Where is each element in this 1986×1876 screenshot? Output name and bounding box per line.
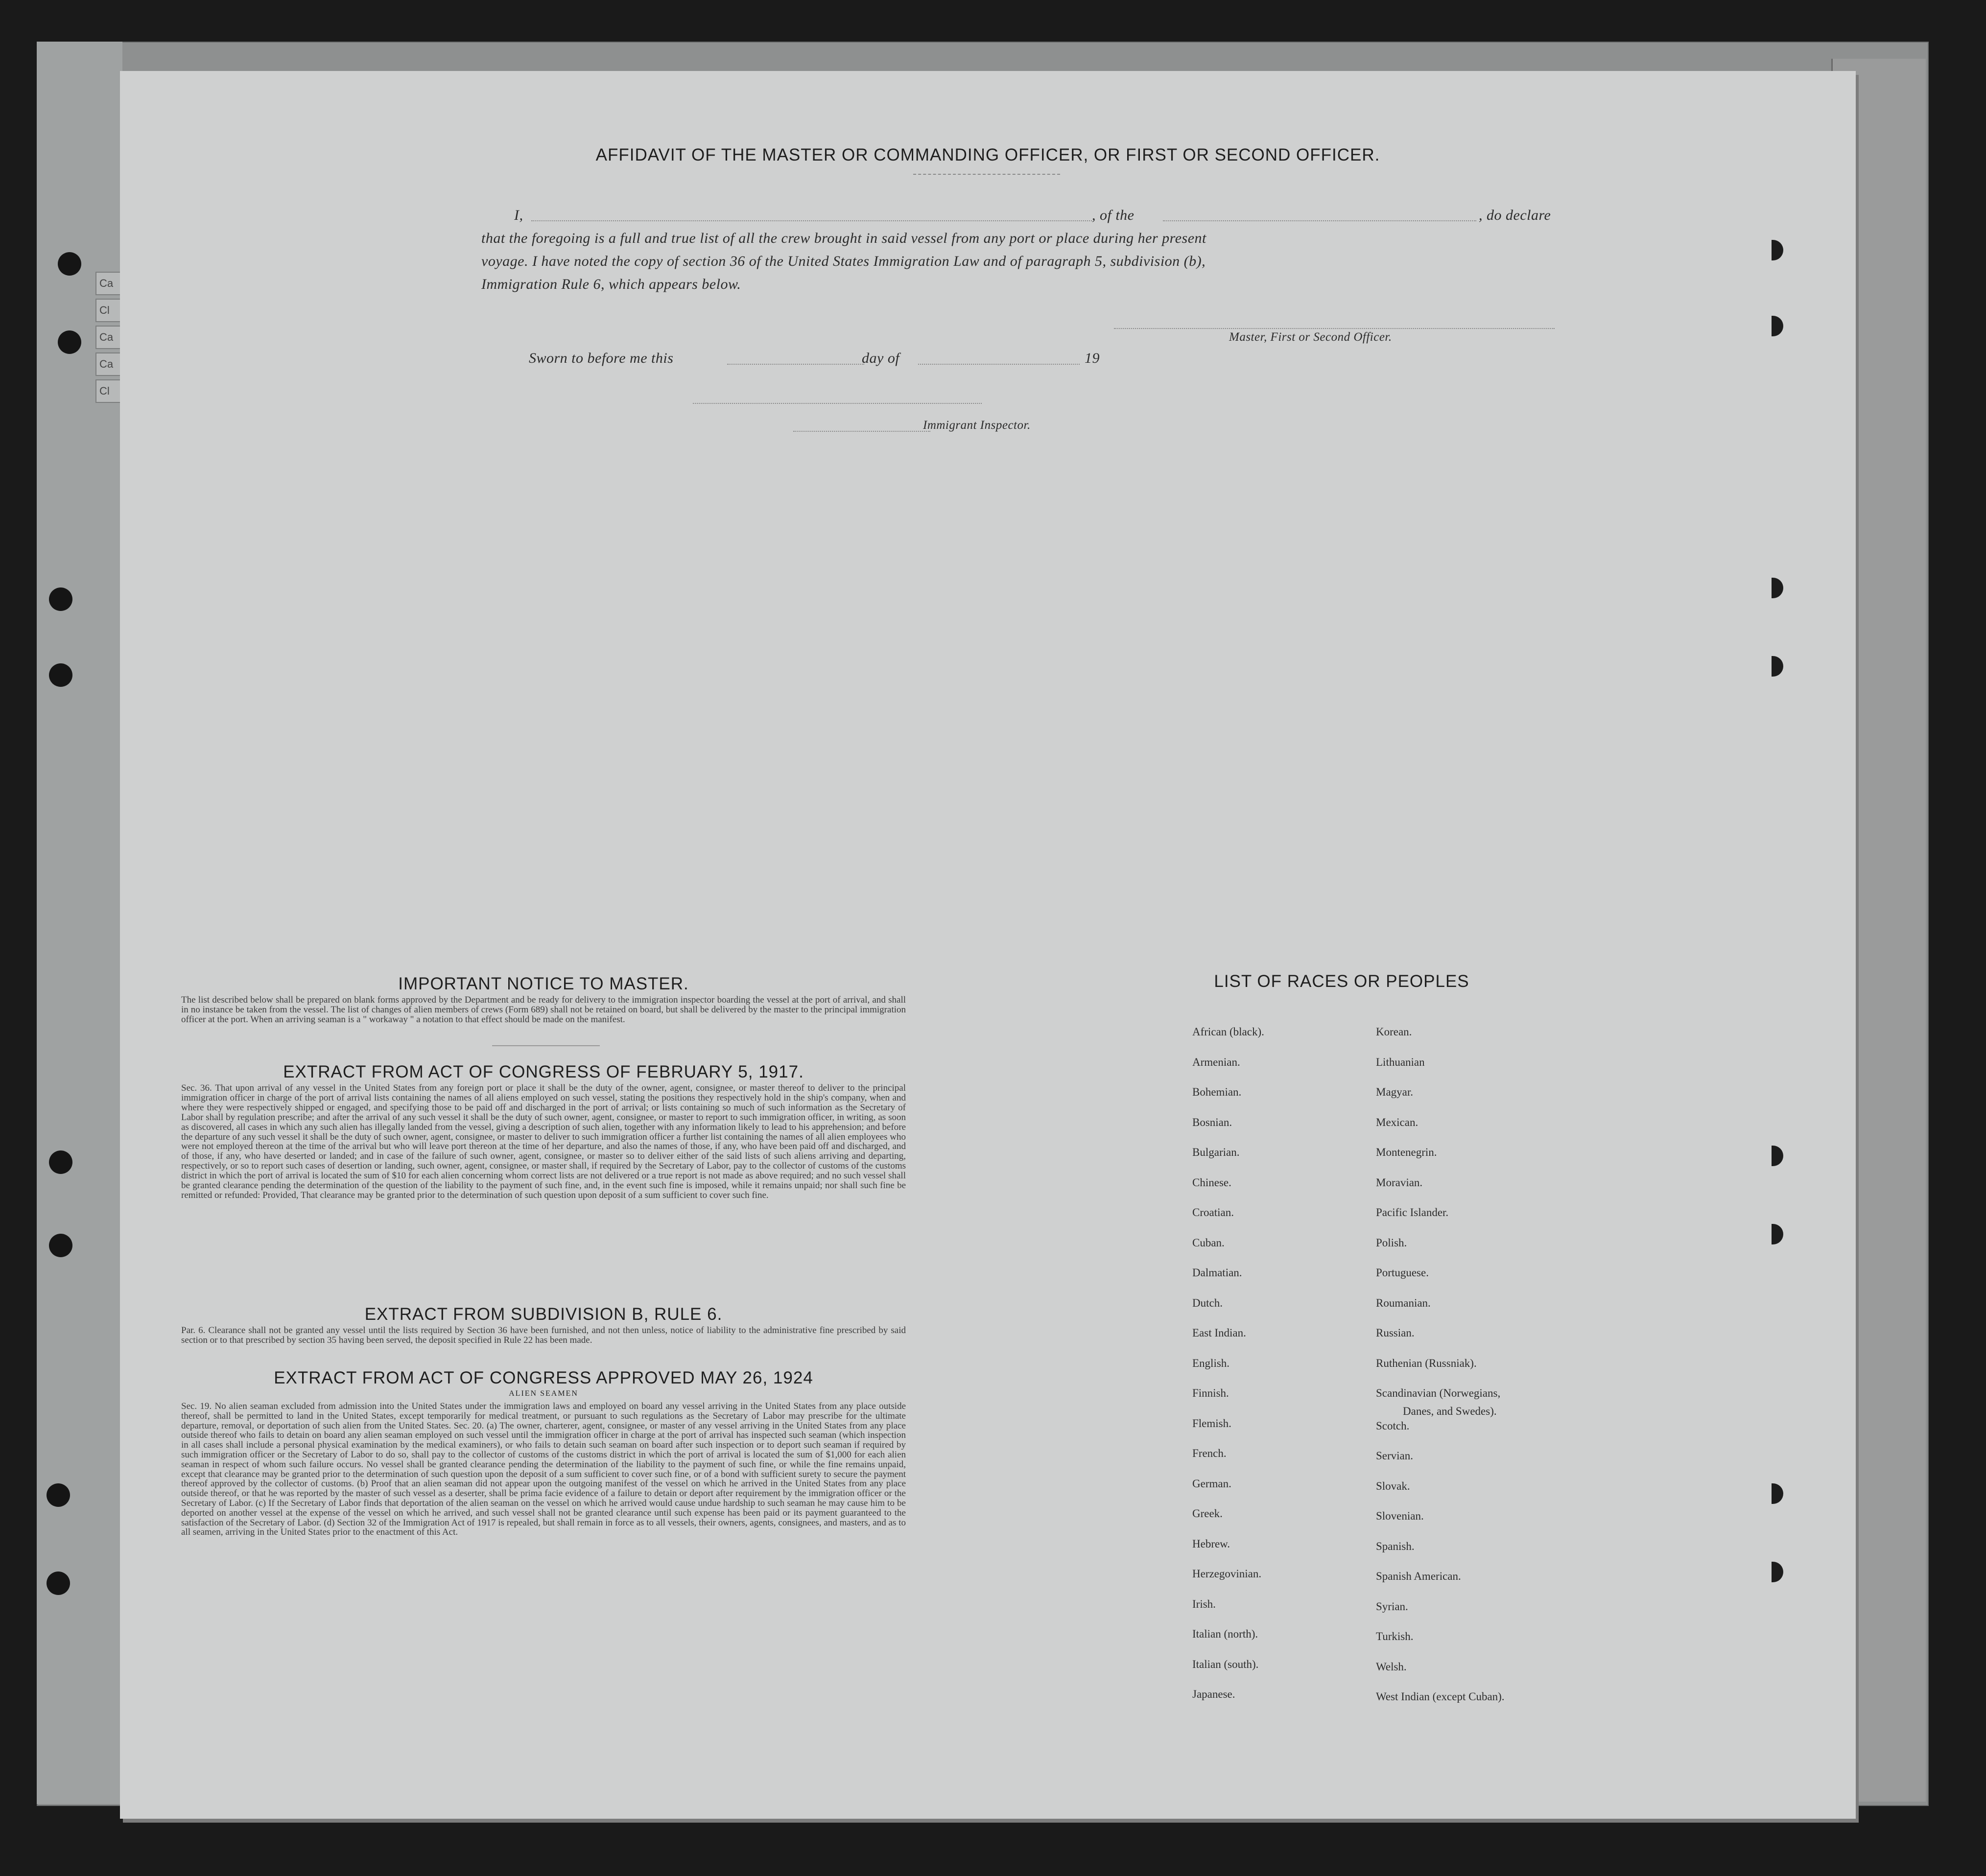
race-item: Spanish. xyxy=(1376,1540,1415,1552)
race-item: Welsh. xyxy=(1376,1660,1407,1673)
race-item: Irish. xyxy=(1192,1597,1216,1610)
master-signature-line[interactable] xyxy=(1114,328,1555,329)
race-item: Hebrew. xyxy=(1192,1537,1230,1550)
extract-1917-text: Sec. 36. That upon arrival of any vessel in the United States from any foreign port or place it shall be the duty of the owner, agent, consignee, or master thereof to deliver to the principal immigration officer in charge of the port of arrival lists containing the names of all aliens employed on such vessel, stating the positions they respectively hold in the ship's company, when and where they were respectively shipped or engaged, and specifying those to be paid off and discharged in the port of arrival; or lists containing so much of such information as the Secretary of Labor shall by regulation prescribe; and after the arrival of any such vessel it shall be the duty of such owner, agent, consignee, or master to report to such immigration officer, in writing, as soon as discovered, all cases in which any such alien has illegally landed from the vessel, giving a description of such alien, together with any information likely to lead to his apprehension; and before the departure of any such vessel it shall be the duty of such owner, agent, consignee, or master to deliver to such immigration officer a further list containing the names of all alien employees who were not employed thereon at the time of the arrival but who will leave port thereon at the time of her departure, and also the names of those, if any, who have been paid off and discharged, and of those, if any, who have deserted or landed; and in case of the failure of such owner, agent, consignee, or master so to deliver either of the said lists of such aliens arriving and departing, respectively, or so to report such cases of desertion or landing, such owner, agent, consignee, or master shall, if required by the Secretary of Labor, pay to the collector of customs of the customs district in which the port of arrival is located the sum of $10 for each alien concerning whom correct lists are not delivered or a true report is not made as above required; and no such vessel shall be granted clearance pending the determination of the question of the liability to the payment of such fine, and, in the event such fine is imposed, while it remains unpaid; nor shall such fine be remitted or refunded: Provided, That clearance may be granted prior to the determination of such question upon deposit of a sum sufficient to cover such fine. xyxy=(181,1083,906,1200)
race-item: Slovak. xyxy=(1376,1479,1410,1492)
tab-1: Ca xyxy=(95,272,122,295)
extract-1917-title: EXTRACT FROM ACT OF CONGRESS OF FEBRUARY 5, 1917. xyxy=(283,1062,804,1081)
extract-1924-title: EXTRACT FROM ACT OF CONGRESS APPROVED MAY 26, 1924 xyxy=(274,1368,813,1387)
race-item: East Indian. xyxy=(1192,1327,1246,1339)
binder-hole xyxy=(49,663,72,687)
race-item: Montenegrin. xyxy=(1376,1146,1437,1158)
affidavit-of-the: , of the xyxy=(1092,207,1135,223)
race-item: Spanish American. xyxy=(1376,1570,1461,1582)
race-item: Korean. xyxy=(1376,1026,1412,1038)
divider xyxy=(492,1045,600,1046)
race-item: Armenian. xyxy=(1192,1055,1240,1068)
vessel-blank[interactable] xyxy=(1163,220,1476,221)
race-item: Croatian. xyxy=(1192,1206,1234,1219)
tab-2: Cl xyxy=(95,299,122,322)
race-item: Moravian. xyxy=(1376,1176,1423,1189)
race-item: Portuguese. xyxy=(1376,1266,1429,1279)
race-item: Polish. xyxy=(1376,1236,1407,1249)
race-item: Syrian. xyxy=(1376,1600,1408,1613)
race-item: Lithuanian xyxy=(1376,1055,1425,1068)
binder-hole xyxy=(49,1234,72,1257)
affidavit-line-3: voyage. I have noted the copy of section 36 of the United States Immigration Law and of paragraph 5, subdivision (b), xyxy=(481,253,1206,269)
inspector-label: Immigrant Inspector. xyxy=(923,419,1031,432)
master-label: Master, First or Second Officer. xyxy=(1229,330,1392,344)
race-item: Chinese. xyxy=(1192,1176,1231,1189)
race-item: Bulgarian. xyxy=(1192,1146,1240,1158)
race-item: Mexican. xyxy=(1376,1116,1419,1128)
race-item: Ruthenian (Russniak). xyxy=(1376,1357,1477,1369)
race-item: Dalmatian. xyxy=(1192,1266,1242,1279)
race-item: West Indian (except Cuban). xyxy=(1376,1690,1505,1703)
form-page xyxy=(120,71,1856,1819)
tab-4: Ca xyxy=(95,352,122,376)
sworn-label: Sworn to before me this xyxy=(529,350,674,366)
binder-hole xyxy=(49,587,72,611)
race-item: African (black). xyxy=(1192,1026,1264,1038)
race-scandinavian-continued: Danes, and Swedes). xyxy=(1403,1405,1497,1417)
affidavit-i: I, xyxy=(514,207,523,223)
race-item: Servian. xyxy=(1376,1450,1414,1462)
title-underline xyxy=(913,174,1060,175)
race-item: Finnish. xyxy=(1192,1387,1229,1399)
binder-hole xyxy=(47,1483,70,1507)
race-item: Italian (north). xyxy=(1192,1628,1258,1640)
race-item: Magyar. xyxy=(1376,1086,1414,1098)
extract-rule6-title: EXTRACT FROM SUBDIVISION B, RULE 6. xyxy=(364,1305,723,1324)
race-item: Turkish. xyxy=(1376,1630,1414,1642)
extract-1924-subtitle: ALIEN SEAMEN xyxy=(509,1389,578,1398)
tab-3: Ca xyxy=(95,326,122,349)
race-item: Pacific Islander. xyxy=(1376,1206,1449,1219)
sworn-day-blank[interactable] xyxy=(727,364,864,365)
race-item: French. xyxy=(1192,1447,1227,1459)
sworn-month-blank[interactable] xyxy=(918,364,1080,365)
extract-rule6-text: Par. 6. Clearance shall not be granted any vessel until the lists required by Section 36 have been furnished, and not then unless, notice of liability to the administrative fine prescribed by said section or to that prescribed by section 35 having been served, the deposit specified in Rule 22 has been made. xyxy=(181,1325,906,1345)
race-item: Greek. xyxy=(1192,1507,1223,1520)
inspector-signature-line[interactable] xyxy=(693,403,982,404)
name-blank[interactable] xyxy=(531,220,1092,221)
binder-hole xyxy=(58,252,81,276)
race-item: Scotch. xyxy=(1376,1419,1410,1432)
race-item: Italian (south). xyxy=(1192,1658,1259,1670)
day-of-label: day of xyxy=(862,350,900,366)
race-item: English. xyxy=(1192,1357,1230,1369)
tab-5: Cl xyxy=(95,379,122,403)
binder-hole xyxy=(49,1150,72,1174)
race-item: Cuban. xyxy=(1192,1236,1225,1249)
inspector-underline xyxy=(793,431,930,432)
race-item: Scandinavian (Norwegians, xyxy=(1376,1387,1501,1399)
affidavit-title: AFFIDAVIT OF THE MASTER OR COMMANDING OFFICER, OR FIRST OR SECOND OFFICER. xyxy=(595,145,1380,164)
race-item: Russian. xyxy=(1376,1327,1415,1339)
race-item: Slovenian. xyxy=(1376,1510,1424,1522)
race-item: Japanese. xyxy=(1192,1688,1235,1700)
race-item: Roumanian. xyxy=(1376,1296,1431,1309)
races-title: LIST OF RACES OR PEOPLES xyxy=(1214,972,1469,991)
extract-1924-text: Sec. 19. No alien seaman excluded from admission into the United States under the immigration laws and employed on board any vessel arriving in the United States from any place outside thereof, shall be permitted to land in the United States, except temporarily for medical treatment, or pursuant to such regulations as the Secretary of Labor may prescribe for the ultimate departure, removal, or deportation of such alien from the United States. Sec. 20. (a) The owner, charterer, agent, consignee, or master of any vessel arriving in the United States from any place outside thereof who fails to detain on board any alien seaman employed on such vessel until the immigration officer in charge at the port of arrival has inspected such seaman (which inspection in all cases shall include a personal physical examination by the medical examiners), or who fails to detain such seaman on board after such inspection or to deport such seaman if required by such immigration officer or the Secretary of Labor to do so, shall pay to the collector of customs of the customs district in which the port of arrival is located the sum of $1,000 for each alien seaman in respect of whom such failure occurs. No vessel shall be granted clearance pending the determination of the liability to the payment of such fine, or while the fine remains unpaid, except that clearance may be granted prior to the determination of such question upon the deposit of a sum sufficient to cover such fine, or of a bond with sufficient surety to secure the payment thereof approved by the collector of customs. (b) Proof that an alien seaman did not appear upon the outgoing manifest of the vessel on which he arrived in the United States from any place outside thereof, or that he was reported by the master of such vessel as a deserter, shall be prima facie evidence of a failure to detain or deport after requirement by the immigration officer or the Secretary of Labor. (c) If the Secretary of Labor finds that deportation of the alien seaman on the vessel on which he arrived would cause undue hardship to such seaman he may cause him to be deported on another vessel at the expense of the vessel on which he arrived, and such vessel shall not be granted clearance until such expense has been paid or its payment guaranteed to the satisfaction of the Secretary of Labor. (d) Section 32 of the Immigration Act of 1917 is repealed, but shall remain in force as to all vessels, their owners, agents, consignees, and masters, and as to all seamen, arriving in the United States prior to the enactment of this Act. xyxy=(181,1401,906,1538)
race-item: Dutch. xyxy=(1192,1296,1223,1309)
race-item: Flemish. xyxy=(1192,1417,1231,1430)
affidavit-line-2: that the foregoing is a full and true list of all the crew brought in said vessel from any port or place during her present xyxy=(481,230,1206,246)
binder-hole xyxy=(47,1571,70,1595)
race-item: Herzegovinian. xyxy=(1192,1568,1262,1580)
race-item: Bosnian. xyxy=(1192,1116,1232,1128)
affidavit-line-4: Immigration Rule 6, which appears below. xyxy=(481,276,741,292)
notice-text: The list described below shall be prepared on blank forms approved by the Department and be ready for delivery to the immigration inspector boarding the vessel at the port of arrival, and shall in no instance be taken from the vessel. The list of changes of alien members of crews (Form 689) shall not be retained on board, but shall be delivered by the master to the principal immigration officer at the port. When an arriving seaman is a " workaway " a notation to that effect should be made on the manifest. xyxy=(181,995,906,1025)
binder-hole xyxy=(58,330,81,354)
year-label: 19 xyxy=(1085,350,1100,366)
notice-title: IMPORTANT NOTICE TO MASTER. xyxy=(398,974,689,993)
race-item: German. xyxy=(1192,1477,1231,1490)
affidavit-declare: , do declare xyxy=(1479,207,1551,223)
race-item: Bohemian. xyxy=(1192,1086,1242,1098)
